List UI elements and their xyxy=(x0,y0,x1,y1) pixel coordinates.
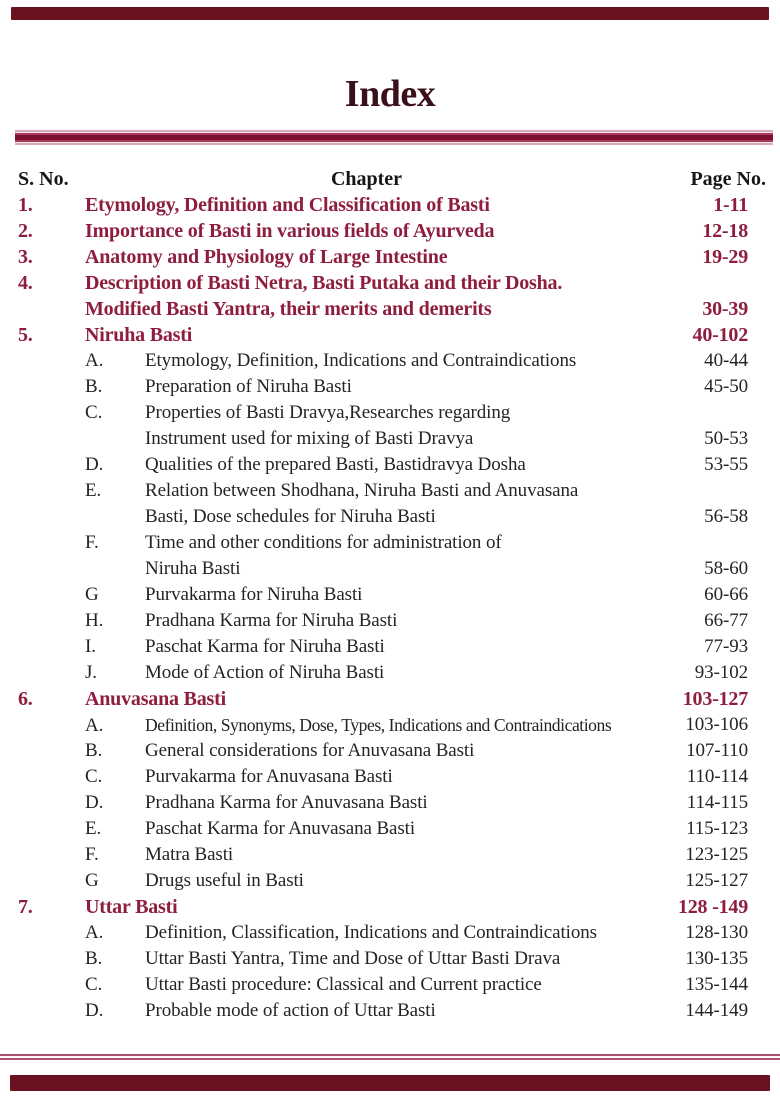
toc-row-pages: 1-11 xyxy=(713,194,748,216)
toc-row-letter: G xyxy=(85,584,99,605)
toc-row xyxy=(0,920,780,946)
toc-row-pages: 60-66 xyxy=(704,584,748,605)
toc-row-pages: 19-29 xyxy=(702,246,748,268)
toc-row-pages: 30-39 xyxy=(702,298,748,320)
toc-row-title xyxy=(85,868,630,894)
toc-row-letter: D. xyxy=(85,792,104,813)
toc-row xyxy=(0,244,780,270)
toc-row-pages: 115-123 xyxy=(686,818,748,839)
toc-row-title xyxy=(85,582,630,608)
toc-row-title xyxy=(85,738,630,764)
toc-row-letter: C. xyxy=(85,974,103,995)
toc-row-title xyxy=(85,270,630,296)
toc-row xyxy=(0,868,780,894)
toc-row xyxy=(0,686,780,712)
toc-row-title xyxy=(85,218,630,244)
toc-row-title xyxy=(85,478,630,504)
toc-row-title xyxy=(85,296,630,322)
toc-row-letter: D. xyxy=(85,1000,104,1021)
toc-row-title xyxy=(85,842,630,868)
toc-row-letter: H. xyxy=(85,610,104,631)
toc-row-title xyxy=(85,192,630,218)
page-title: Index xyxy=(344,73,436,115)
toc-row-text: Probable mode of action of Uttar Basti xyxy=(145,1000,436,1021)
toc-row-letter: D. xyxy=(85,454,104,475)
header-page-label: Page No. xyxy=(690,168,766,190)
header-sno-label: S. No. xyxy=(18,168,69,190)
toc-row-text: Drugs useful in Basti xyxy=(145,870,304,891)
toc-row-number: 6. xyxy=(18,688,33,710)
toc-row-pages: 103-127 xyxy=(682,688,748,710)
toc-row-text: Uttar Basti Yantra, Time and Dose of Uttar Basti Drava xyxy=(145,948,561,969)
toc-row-text: Definition, Synonyms, Dose, Types, Indications and Contraindications xyxy=(145,715,612,735)
toc-row-text: Niruha Basti xyxy=(145,558,241,579)
toc-row-number: 2. xyxy=(18,220,33,242)
toc-row-title xyxy=(85,764,630,790)
toc-row-pages: 110-114 xyxy=(686,766,748,787)
toc-row-text: Etymology, Definition, Indications and Contraindications xyxy=(145,350,577,371)
toc-row-title xyxy=(85,426,630,452)
toc-row-pages: 125-127 xyxy=(685,870,748,891)
toc-row-title xyxy=(85,530,630,556)
toc-row-title xyxy=(85,348,630,374)
toc-row-text: Importance of Basti in various fields of Ayurveda xyxy=(85,220,495,242)
toc-row xyxy=(0,400,780,426)
toc-row-number xyxy=(18,296,85,322)
toc-row-pages xyxy=(630,478,748,504)
bottom-divider-rule xyxy=(0,1054,780,1060)
toc-row-text: Pradhana Karma for Niruha Basti xyxy=(145,610,398,631)
toc-row-text: Etymology, Definition and Classification of Basti xyxy=(85,194,490,216)
toc-row-title xyxy=(85,400,630,426)
toc-row-letter: J. xyxy=(85,662,97,683)
toc-header-row xyxy=(0,166,780,192)
toc-row-pages: 58-60 xyxy=(704,558,748,579)
toc-row-number: 4. xyxy=(18,272,33,294)
toc-row xyxy=(0,218,780,244)
toc-row-pages: 50-53 xyxy=(704,428,748,449)
toc-row-letter: B. xyxy=(85,376,103,397)
toc-row xyxy=(0,296,780,322)
toc-row-text: Definition, Classification, Indications and Contraindications xyxy=(145,922,597,943)
toc-row-pages xyxy=(630,270,748,296)
toc-row-title xyxy=(85,322,630,348)
toc-row-pages: 66-77 xyxy=(704,610,748,631)
title-divider-rule xyxy=(15,130,773,145)
toc-row-text: Matra Basti xyxy=(145,844,234,865)
toc-row-text: Anuvasana Basti xyxy=(85,688,226,710)
toc-row xyxy=(0,660,780,686)
toc-row-pages: 103-106 xyxy=(685,714,748,735)
toc-row-text: Qualities of the prepared Basti, Bastidravya Dosha xyxy=(145,454,526,475)
toc-row xyxy=(0,998,780,1024)
toc-row-pages: 107-110 xyxy=(686,740,748,761)
toc-row-pages: 12-18 xyxy=(702,220,748,242)
toc-row xyxy=(0,478,780,504)
toc-row-title xyxy=(85,686,630,712)
toc-row xyxy=(0,530,780,556)
toc-row xyxy=(0,634,780,660)
toc-row-title xyxy=(85,790,630,816)
toc-row-pages xyxy=(630,400,748,426)
toc-row-pages: 128 -149 xyxy=(677,896,748,918)
toc-row xyxy=(0,842,780,868)
toc-row-title xyxy=(85,816,630,842)
toc-row-title xyxy=(85,608,630,634)
toc-row-text: Basti, Dose schedules for Niruha Basti xyxy=(145,506,436,527)
toc-row-title xyxy=(85,504,630,530)
toc-row-pages: 40-44 xyxy=(704,350,748,371)
toc-row-title xyxy=(85,244,630,270)
toc-row-title xyxy=(85,920,630,946)
toc-row xyxy=(0,452,780,478)
toc-row-text: Purvakarma for Anuvasana Basti xyxy=(145,766,393,787)
toc-row xyxy=(0,556,780,582)
header-chapter-label: Chapter xyxy=(330,168,403,190)
toc-row xyxy=(0,348,780,374)
toc-row xyxy=(0,608,780,634)
toc-row-title xyxy=(85,946,630,972)
toc-row-letter: A. xyxy=(85,715,104,736)
toc-row-title xyxy=(85,634,630,660)
toc-row-title xyxy=(85,660,630,686)
toc-row-title xyxy=(85,556,630,582)
toc-row-text: Description of Basti Netra, Basti Putaka and their Dosha. xyxy=(85,272,563,294)
toc-row-text: Niruha Basti xyxy=(85,324,193,346)
toc-row-title xyxy=(85,712,630,739)
toc-row-pages: 56-58 xyxy=(704,506,748,527)
toc-row-letter: E. xyxy=(85,480,102,501)
toc-row xyxy=(0,712,780,738)
top-border-bar xyxy=(11,7,769,20)
toc-row xyxy=(0,322,780,348)
toc-row-text: Uttar Basti xyxy=(85,896,178,918)
toc-row xyxy=(0,816,780,842)
toc-row-pages: 114-115 xyxy=(686,792,748,813)
toc-row-text: Pradhana Karma for Anuvasana Basti xyxy=(145,792,428,813)
toc-row-pages: 128-130 xyxy=(685,922,748,943)
toc-row-text: Modified Basti Yantra, their merits and demerits xyxy=(85,298,492,320)
toc-row-pages: 77-93 xyxy=(704,636,748,657)
toc-row-letter: F. xyxy=(85,532,99,553)
toc-row-letter: E. xyxy=(85,818,102,839)
toc-row-text: Preparation of Niruha Basti xyxy=(145,376,352,397)
toc-row xyxy=(0,790,780,816)
toc-row-pages: 144-149 xyxy=(685,1000,748,1021)
toc-row-letter: A. xyxy=(85,350,104,371)
toc-row-pages: 40-102 xyxy=(692,324,748,346)
toc-row-text: Mode of Action of Niruha Basti xyxy=(145,662,385,683)
toc-row xyxy=(0,192,780,218)
toc-row-pages: 93-102 xyxy=(694,662,748,683)
toc-row-title xyxy=(85,894,630,920)
toc-row-title xyxy=(85,374,630,400)
toc-row-text: Uttar Basti procedure: Classical and Current practice xyxy=(145,974,542,995)
toc-row-text: General considerations for Anuvasana Basti xyxy=(145,740,475,761)
toc-row-text: Anatomy and Physiology of Large Intestine xyxy=(85,246,448,268)
toc-row-text: Relation between Shodhana, Niruha Basti and Anuvasana xyxy=(145,480,579,501)
toc-row xyxy=(0,426,780,452)
toc-row xyxy=(0,270,780,296)
toc-row xyxy=(0,374,780,400)
toc-row xyxy=(0,972,780,998)
toc-row-pages: 135-144 xyxy=(685,974,748,995)
toc-row-text: Purvakarma for Niruha Basti xyxy=(145,584,363,605)
toc-row-pages: 53-55 xyxy=(704,454,748,475)
toc-row-number: 7. xyxy=(18,896,33,918)
toc-row-letter: C. xyxy=(85,402,103,423)
toc-row-text: Paschat Karma for Niruha Basti xyxy=(145,636,385,657)
toc-list xyxy=(0,192,780,1024)
toc-row-letter: C. xyxy=(85,766,103,787)
bottom-border-bar xyxy=(10,1075,770,1091)
toc-row-number: 3. xyxy=(18,246,33,268)
toc-row-text: Time and other conditions for administration of xyxy=(145,532,502,553)
toc-row-letter: B. xyxy=(85,948,103,969)
toc-row xyxy=(0,946,780,972)
toc-row xyxy=(0,738,780,764)
toc-row-text: Properties of Basti Dravya,Researches regarding xyxy=(145,402,511,423)
toc-row-text: Instrument used for mixing of Basti Dravya xyxy=(145,428,474,449)
toc-row-pages xyxy=(630,530,748,556)
toc-row-title xyxy=(85,972,630,998)
toc-row xyxy=(0,582,780,608)
toc-row xyxy=(0,894,780,920)
toc-row-pages: 123-125 xyxy=(685,844,748,865)
toc-row-number: 5. xyxy=(18,324,33,346)
toc-row-text: Paschat Karma for Anuvasana Basti xyxy=(145,818,416,839)
toc-row xyxy=(0,764,780,790)
toc-row-letter: B. xyxy=(85,740,103,761)
toc-row-pages: 45-50 xyxy=(704,376,748,397)
toc-row-letter: F. xyxy=(85,844,99,865)
toc-row-number: 1. xyxy=(18,194,33,216)
toc-row xyxy=(0,504,780,530)
toc-row-letter: I. xyxy=(85,636,96,657)
toc-row-letter: G xyxy=(85,870,99,891)
toc-row-pages: 130-135 xyxy=(685,948,748,969)
toc-row-title xyxy=(85,452,630,478)
toc-row-letter: A. xyxy=(85,922,104,943)
toc-row-title xyxy=(85,998,630,1024)
